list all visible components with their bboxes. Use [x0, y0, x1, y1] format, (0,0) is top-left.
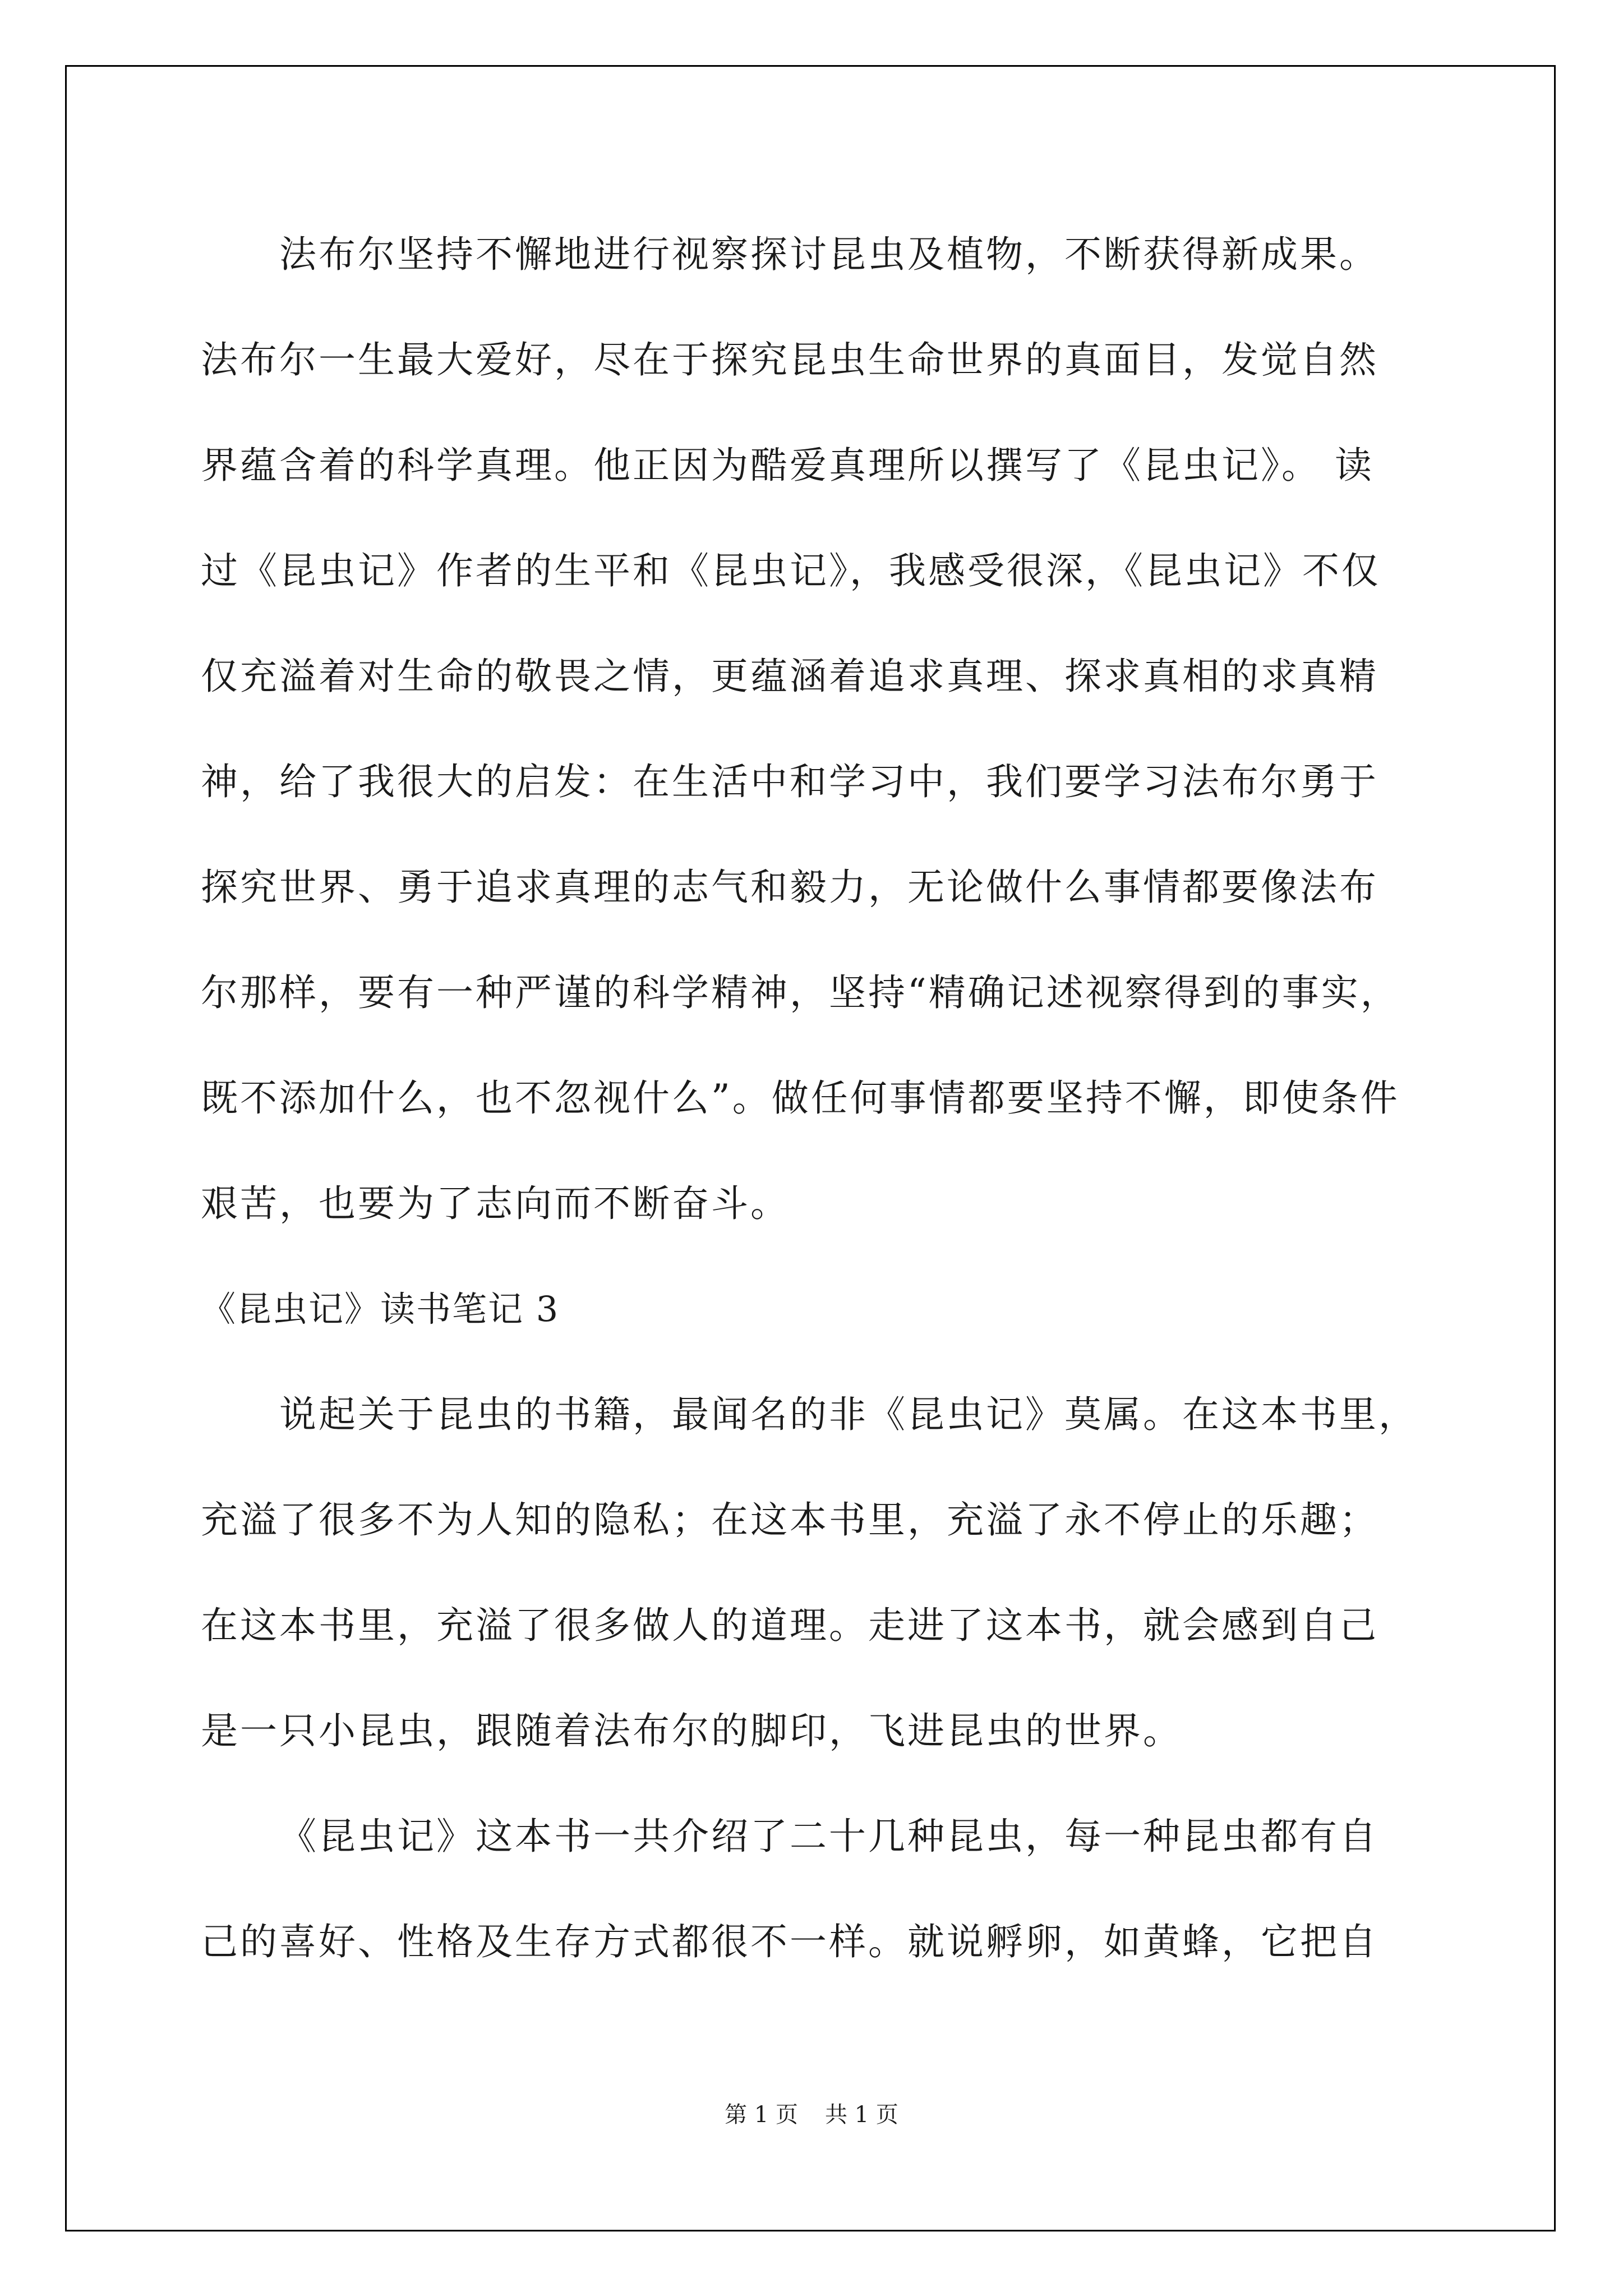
paragraph-line: 仅充溢着对生命的敬畏之情，更蕴涵着追求真理、探求真相的求真精	[201, 655, 1378, 698]
paragraph-line: 艰苦，也要为了志向而不断奋斗。	[201, 1182, 790, 1225]
page-number: 第 1 页	[725, 2102, 798, 2128]
document-body	[201, 202, 1457, 1995]
paragraph-line: 神，给了我很大的启发：在生活中和学习中，我们要学习法布尔勇于	[201, 760, 1378, 803]
section-heading: 《昆虫记》读书笔记 3	[201, 1289, 560, 1329]
paragraph-line: 过《昆虫记》作者的生平和《昆虫记》，我感受很深，《昆虫记》不仅	[201, 549, 1381, 592]
paragraph-line: 探究世界、勇于追求真理的志气和毅力，无论做什么事情都要像法布	[201, 866, 1378, 909]
paragraph-line: 既不添加什么，也不忽视什么”。做任何事情都要坚持不懈，即使条件	[201, 1076, 1400, 1120]
paragraph-line: 己的喜好、性格及生存方式都很不一样。就说孵卵，如黄蜂，它把自	[201, 1920, 1378, 1963]
paragraph-line: 是一只小昆虫，跟随着法布尔的脚印，飞进昆虫的世界。	[201, 1709, 1182, 1752]
page-footer	[0, 2098, 1623, 2132]
page-total: 共 1 页	[825, 2102, 898, 2128]
paragraph-line: 说起关于昆虫的书籍，最闻名的非《昆虫记》莫属。在这本书里，	[279, 1393, 1418, 1436]
paragraph-line: 法布尔一生最大爱好，尽在于探究昆虫生命世界的真面目，发觉自然	[201, 338, 1378, 381]
paragraph-line: 在这本书里，充溢了很多做人的道理。走进了这本书，就会感到自己	[201, 1604, 1378, 1647]
paragraph-line: 界蕴含着的科学真理。他正因为酷爱真理所以撰写了《昆虫记》。 读	[201, 444, 1374, 487]
paragraph-line: 充溢了很多不为人知的隐私；在这本书里，充溢了永不停止的乐趣；	[201, 1498, 1378, 1542]
paragraph-line: 《昆虫记》这本书一共介绍了二十几种昆虫，每一种昆虫都有自	[279, 1815, 1378, 1858]
paragraph-line: 尔那样，要有一种严谨的科学精神，坚持“精确记述视察得到的事实，	[201, 971, 1400, 1014]
paragraph-line: 法布尔坚持不懈地进行视察探讨昆虫及植物，不断获得新成果。	[279, 233, 1378, 276]
